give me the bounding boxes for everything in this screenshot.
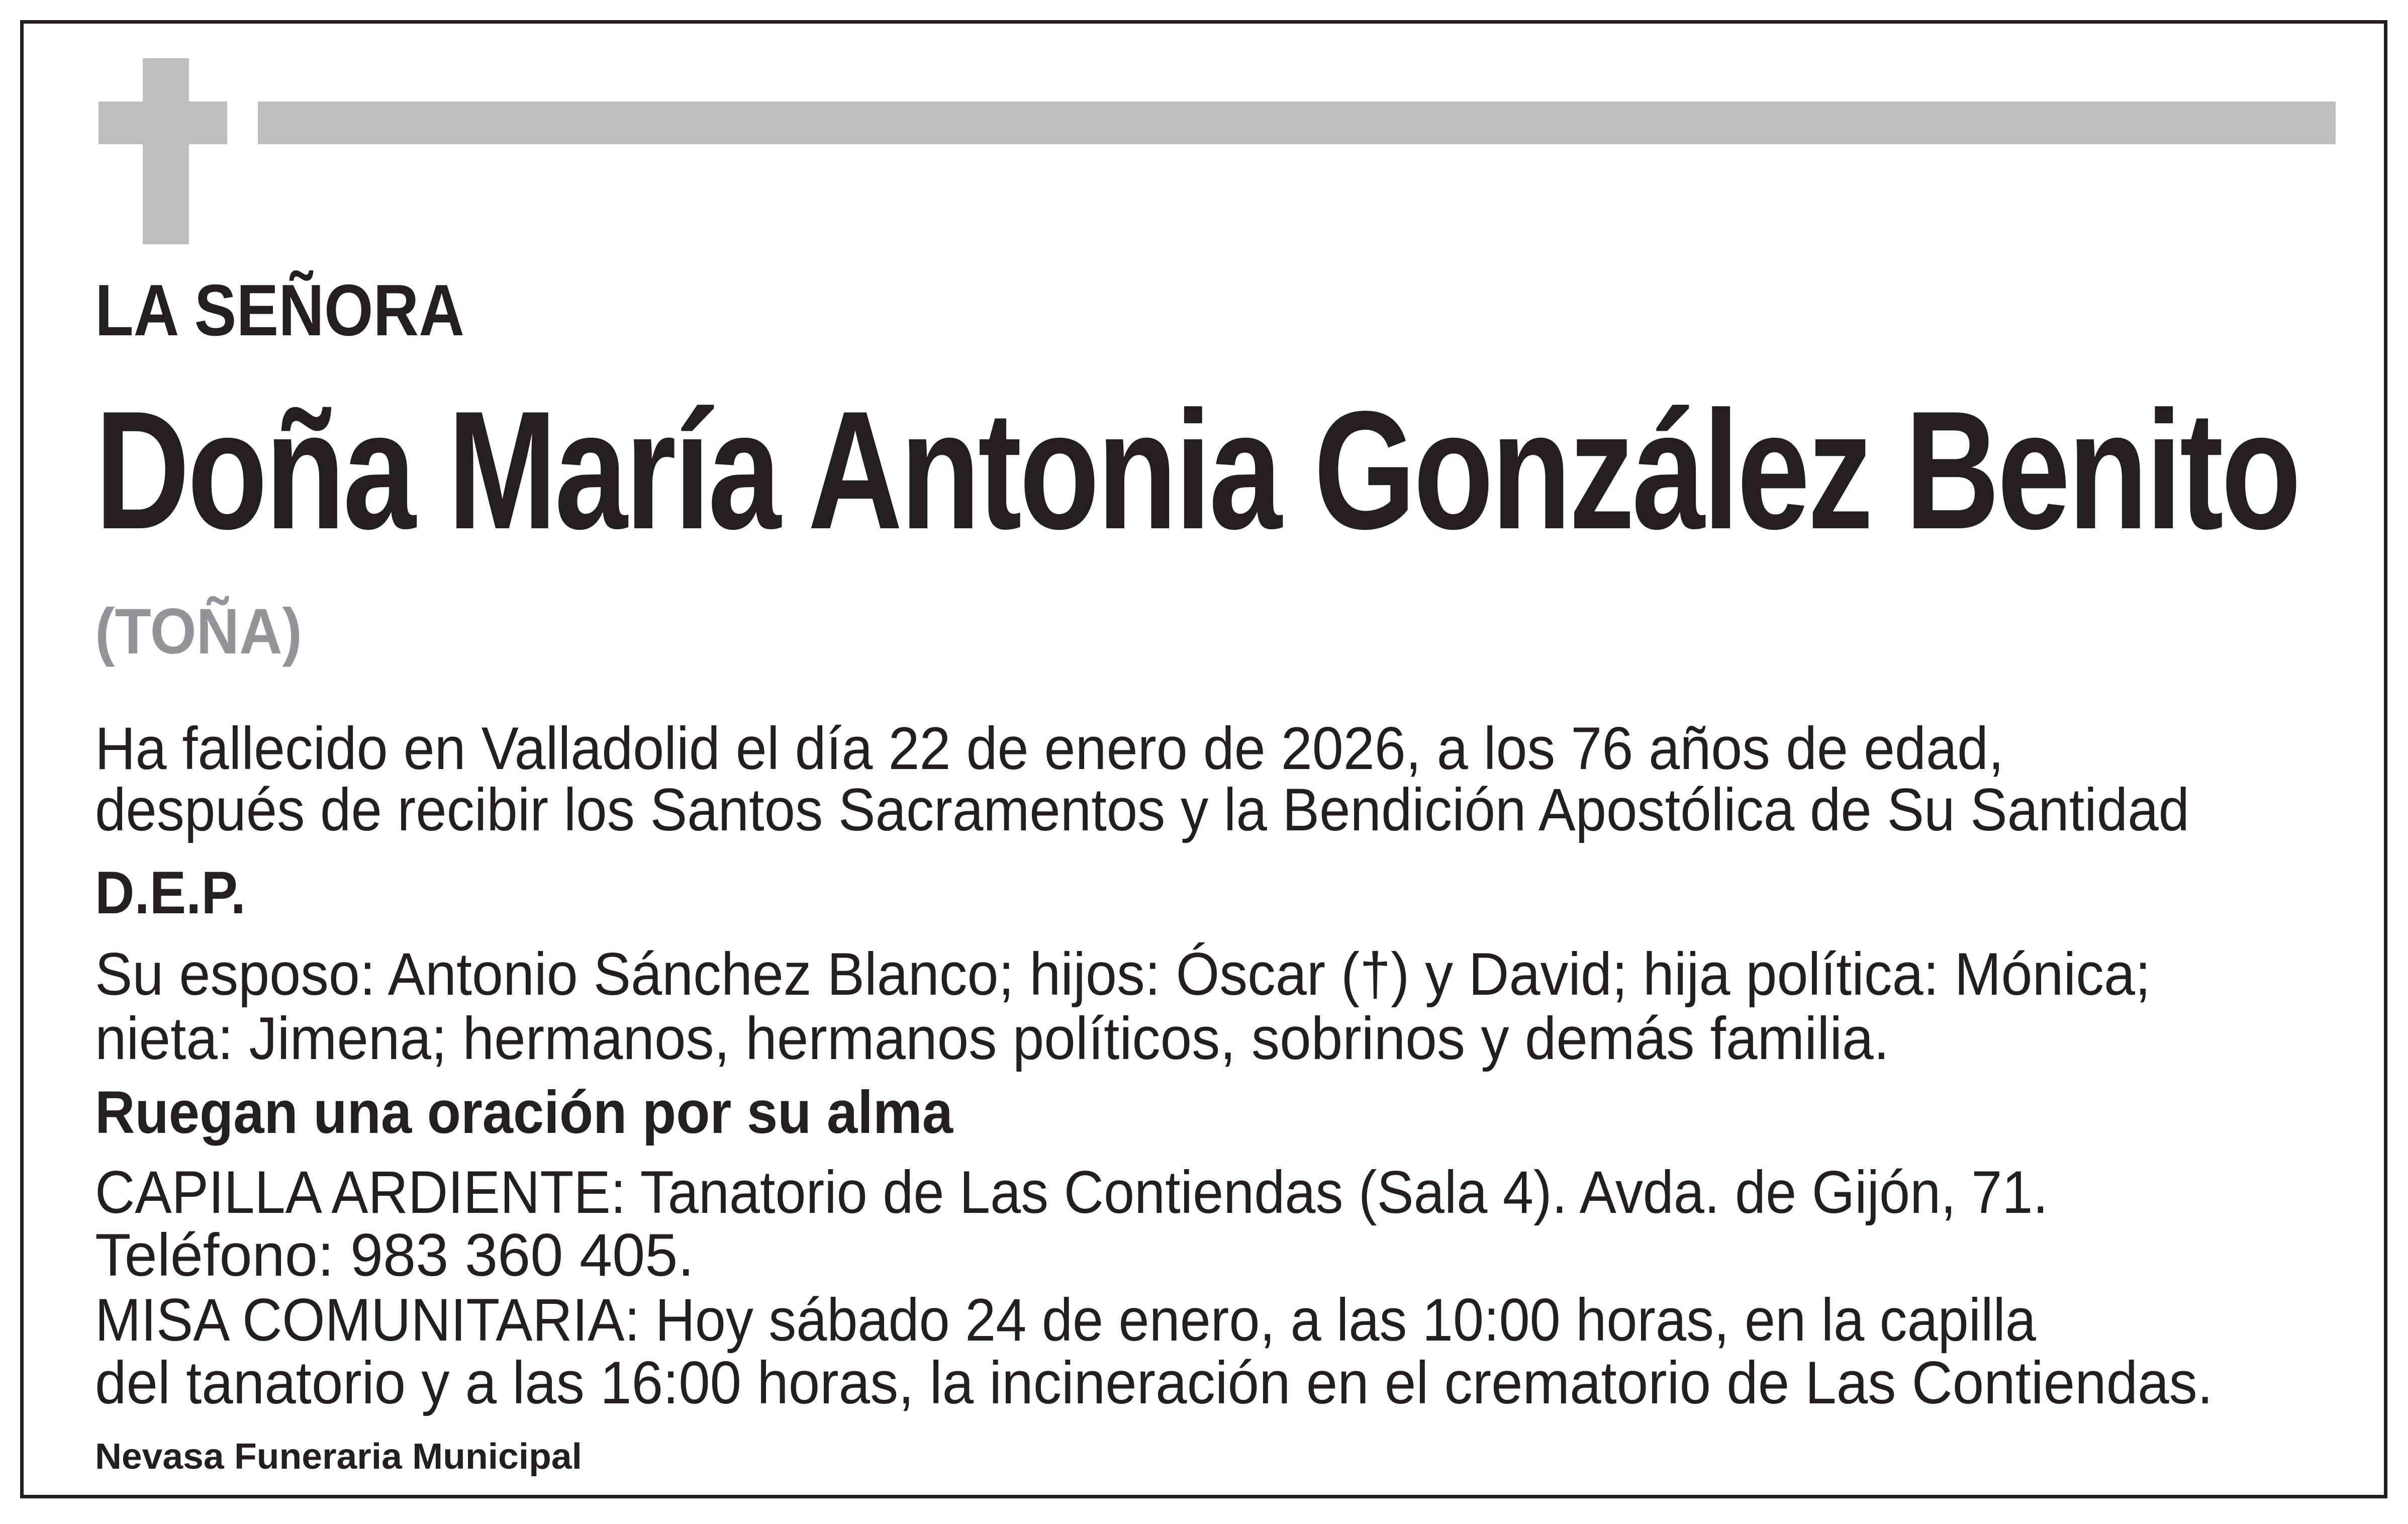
cross-horizontal-bar	[99, 102, 227, 144]
nickname: (TOÑA)	[95, 595, 302, 668]
prayer-request: Ruegan una oración por su alma	[95, 1079, 953, 1146]
header-rule	[258, 102, 2336, 144]
service-line-wake: CAPILLA ARDIENTE: Tanatorio de Las Contiendas (Sala 4). Avda. de Gijón, 71.	[95, 1159, 2048, 1226]
service-line-mass: MISA COMUNITARIA: Hoy sábado 24 de enero, a las 10:00 horas, en la capilla	[95, 1286, 2036, 1354]
service-line-phone: Teléfono: 983 360 405.	[95, 1221, 694, 1289]
family-line: nieta: Jimena; hermanos, hermanos políticos, sobrinos y demás familia.	[95, 1005, 1889, 1072]
death-announcement-line: después de recibir los Santos Sacramentos y la Bendición Apostólica de Su Santidad	[95, 776, 2189, 843]
deceased-name: Doña María Antonia González Benito	[95, 375, 2299, 564]
family-line: Su esposo: Antonio Sánchez Blanco; hijos: Óscar (†) y David; hija política: Mónica;	[95, 940, 2151, 1008]
rip-label: D.E.P.	[95, 859, 246, 926]
death-announcement-line: Ha fallecido en Valladolid el día 22 de enero de 2026, a los 76 años de edad,	[95, 715, 2004, 782]
cross-vertical-bar	[143, 58, 189, 244]
funeral-home-credit: Nevasa Funeraria Municipal	[95, 1437, 582, 1477]
service-line-cremation: del tanatorio y a las 16:00 horas, la incineración en el crematorio de Las Contiendas.	[95, 1349, 2213, 1416]
title-prefix: LA SEÑORA	[95, 269, 464, 351]
